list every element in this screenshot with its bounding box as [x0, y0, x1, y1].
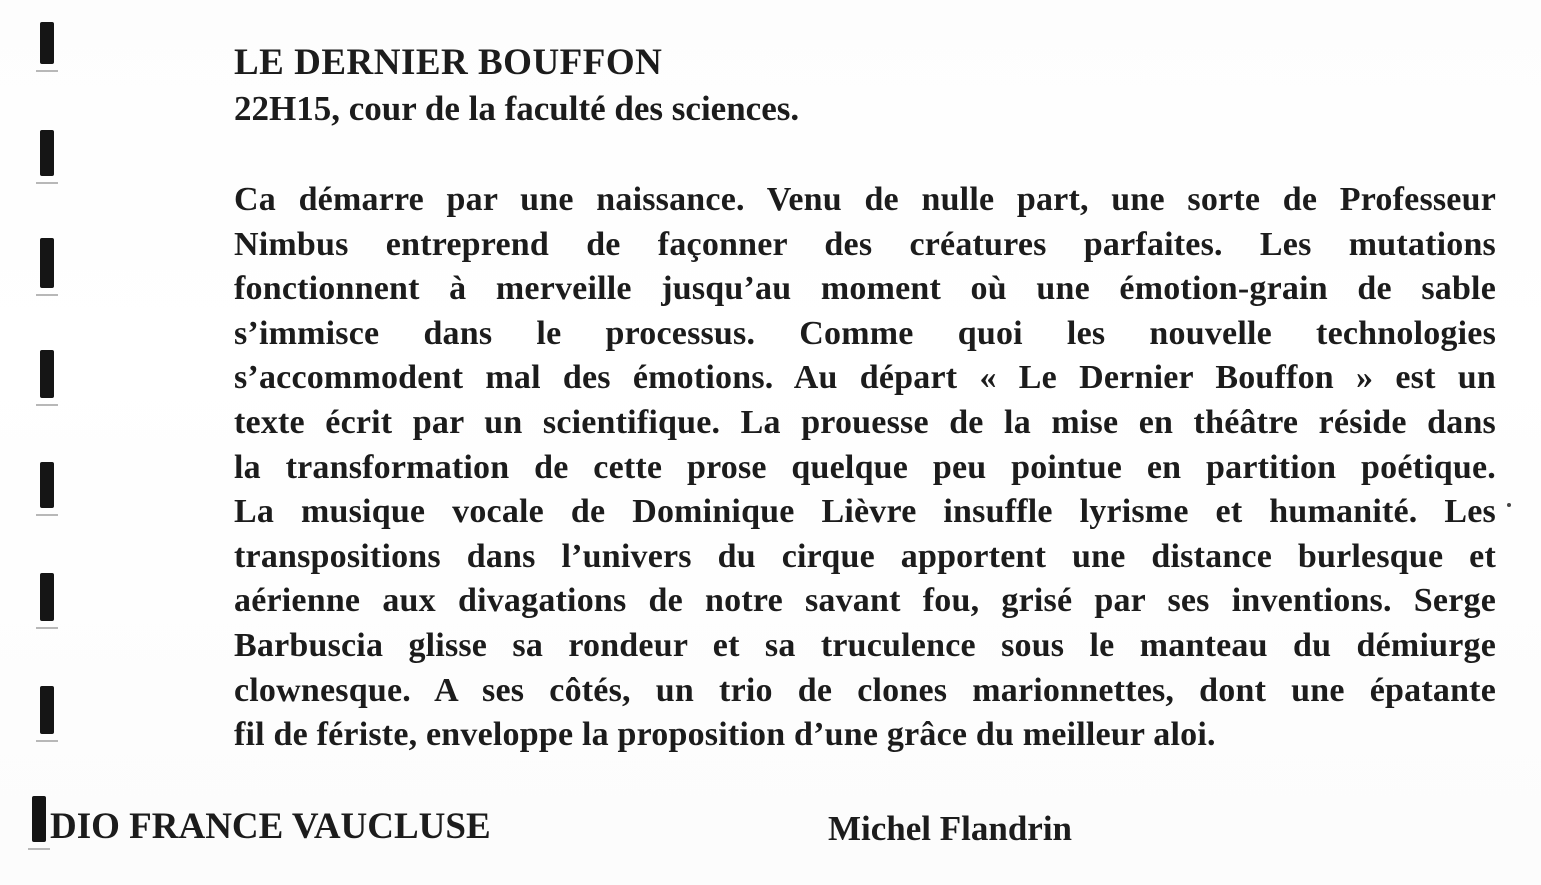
binder-mark: [40, 573, 54, 621]
binder-mark: [40, 462, 54, 508]
body-line: la transformation de cette prose quelque peu pointue en partition poétique.: [234, 448, 1496, 486]
body-line: s’accommodent mal des émotions. Au départ « Le Dernier Bouffon » est un: [234, 359, 1496, 397]
binder-mark: [40, 22, 54, 64]
body-line: Nimbus entreprend de façonner des créatures parfaites. Les mutations: [234, 225, 1496, 263]
body-line: texte écrit par un scientifique. La prouesse de la mise en théâtre réside dans: [234, 403, 1496, 441]
body-line: fonctionnent à merveille jusqu’au moment où une émotion-grain de sable: [234, 270, 1496, 308]
body-line: La musique vocale de Dominique Lièvre insuffle lyrisme et humanité. Les: [234, 493, 1496, 531]
binder-marks: [30, 0, 70, 885]
body-line: Barbuscia glisse sa rondeur et sa truculence sous le manteau du démiurge: [234, 626, 1496, 664]
scan-speck: [1507, 503, 1511, 507]
article-body: [234, 178, 1496, 758]
body-line: transpositions dans l’univers du cirque apportent une distance burlesque et: [234, 537, 1496, 575]
body-line: s’immisce dans le processus. Comme quoi les nouvelle technologies: [234, 314, 1496, 352]
binder-mark: [40, 350, 54, 398]
footer-author: Michel Flandrin: [828, 809, 1073, 848]
body-line: fil de fériste, enveloppe la proposition d’une grâce du meilleur aloi.: [234, 716, 1216, 754]
binder-mark: [40, 238, 54, 288]
body-line: aérienne aux divagations de notre savant fou, grisé par ses inventions. Serge: [234, 582, 1496, 620]
body-line: clownesque. A ses côtés, un trio de clones marionnettes, dont une épatante: [234, 671, 1496, 709]
binder-mark: [32, 796, 46, 842]
footer-source: DIO FRANCE VAUCLUSE: [50, 806, 491, 847]
article-title: LE DERNIER BOUFFON: [234, 42, 663, 83]
article-subtitle: 22H15, cour de la faculté des sciences.: [234, 89, 800, 128]
body-line: Ca démarre par une naissance. Venu de nulle part, une sorte de Professeur: [234, 181, 1496, 218]
binder-mark: [40, 130, 54, 176]
binder-mark: [40, 686, 54, 734]
